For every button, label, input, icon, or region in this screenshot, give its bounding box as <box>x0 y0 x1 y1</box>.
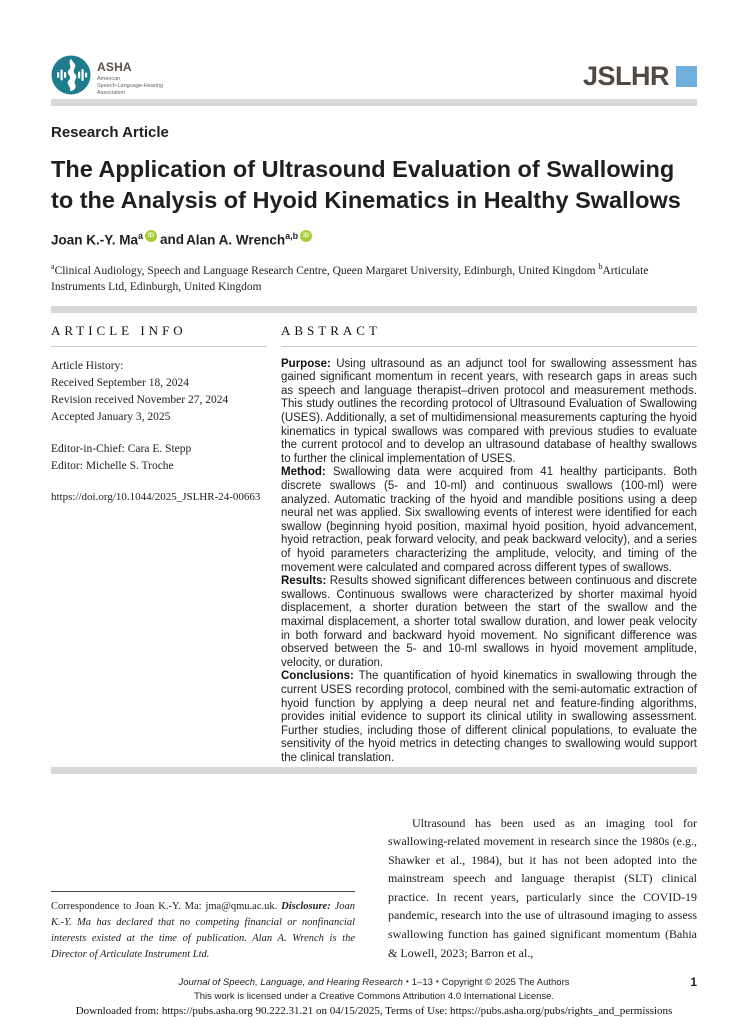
page-footer <box>51 977 697 1017</box>
abstract-rule <box>281 346 697 347</box>
abstract-divider <box>51 767 697 774</box>
bullet-separator: • <box>435 977 439 987</box>
footnote-rule <box>51 891 355 892</box>
intro-column <box>388 814 697 963</box>
page-range: 1–13 <box>411 977 433 989</box>
asha-wordmark <box>97 55 163 97</box>
orcid-icon[interactable]: iD <box>145 230 157 242</box>
article-type-label: Research Article <box>51 124 169 141</box>
copyright-text: Copyright © 2025 The Authors <box>441 977 570 989</box>
article-info-heading: ARTICLE INFO <box>51 322 187 338</box>
article-info-column <box>51 323 267 766</box>
abstract-heading: ABSTRACT <box>281 322 381 338</box>
body-section <box>51 814 697 963</box>
abstract-purpose: Purpose: Using ultrasound as an adjunct tool for swallowing assessment has gained significant momentum in recent years, with research gaps in areas such as speech and language therapist–driven protocol and measurement methods. This study outlines the recording protocol of Ultrasound Evaluation of Swallowing (USES). Additionally, a set of multidimensional measurements capturing the hyoid kinematics in typical swallows was compared with previous studies to evaluate the current protocol and to develop an ultrasound database of healthy swallows to further the clinical implementation of USES. <box>281 357 697 465</box>
orcid-icon[interactable]: iD <box>300 230 312 242</box>
accepted-date: Accepted January 3, 2025 <box>51 411 171 424</box>
history-label: Article History: <box>51 359 124 372</box>
journal-header <box>51 55 697 97</box>
download-line: Downloaded from: https://pubs.asha.org 90.222.31.21 on 04/15/2025, Terms of Use: https://pubs.asha.org/pubs/rights_and_permissions <box>75 1005 673 1017</box>
affiliations: $^a$Clinical Audiology, Speech and Language Research Centre, Queen Margaret University, Edinburgh, United Kingdom $^b$Articulate Instruments Ltd, Edinburgh, United Kingdom <box>51 261 649 294</box>
abstract-results: Results: Results showed significant differences between continuous and discrete swallows. Continuous swallows were characterized by shorter maximal hyoid displacement, a shorter duration between the start of the swallow and the maximal displacement, a shorter total swallow duration, and lower peak velocity in both forward and backward hyoid movement. No significant difference was observed between the 5- and 10-ml swallows in hyoid movement amplitude, velocity, or duration. <box>281 575 698 669</box>
footnote-column <box>51 891 355 962</box>
disclosure-text: Joan K.-Y. Ma has declared that no competing financial or nonfinancial interests existed at the time of publication. Alan A. Wrench is the Director of Articulate Instrument Ltd. <box>51 901 356 960</box>
header-divider <box>51 99 697 106</box>
author-line <box>51 231 697 248</box>
article-history <box>51 358 267 427</box>
page-number: 1 <box>690 975 697 990</box>
doi-link[interactable]: https://doi.org/10.1044/2025_JSLHR-24-00663 <box>51 491 261 504</box>
author-joiner: and <box>160 231 185 247</box>
info-abstract-section <box>51 323 697 766</box>
journal-citation-line <box>51 977 697 988</box>
asha-globe-icon <box>51 55 91 100</box>
asha-org-name: American Speech-Language-Hearing Association <box>97 76 164 96</box>
asha-acronym: ASHA <box>97 60 132 74</box>
jslhr-square-mark <box>676 66 697 87</box>
editor: Editor: Michelle S. Troche <box>51 459 174 472</box>
correspondence-footnote <box>51 899 355 962</box>
author-affiliation-sup: a,b <box>285 231 299 242</box>
revision-date: Revision received November 27, 2024 <box>51 394 229 407</box>
intro-paragraph: Ultrasound has been used as an imaging tool for swallowing-related movement in research since the 1980s (e.g., Shawker et al., 1984), but it has not been adopted into the mainstream speech and language therapist (SLT) clinical practice. In recent years, particularly since the COVID-19 pandemic, research into the use of ultrasound imaging to assess swallowing function has gained significant momentum (Bahia & Lowell, 2023; Barron et al., <box>388 815 697 960</box>
article-title: The Application of Ultrasound Evaluation of Swallowing to the Analysis of Hyoid Kinematics in Healthy Swallows <box>51 156 681 214</box>
author-name: Joan K.-Y. Ma$^a$ <box>51 231 144 248</box>
jslhr-wordmark: JSLHR <box>582 61 669 91</box>
received-date: Received September 18, 2024 <box>51 376 189 389</box>
license-line: This work is licensed under a Creative Commons Attribution 4.0 International License. <box>193 991 555 1003</box>
editor-in-chief: Editor-in-Chief: Cara E. Stepp <box>51 442 192 455</box>
abstract-column <box>281 323 697 766</box>
article-info-rule <box>51 346 267 347</box>
author-affiliation-sup: a <box>138 231 144 242</box>
jslhr-logo <box>583 61 697 92</box>
asha-logo[interactable] <box>51 55 163 100</box>
abstract-method: Method: Swallowing data were acquired from 41 healthy participants. Both discrete swallows (5- and 10-ml) and continuous swallows (100-ml) were analyzed. Automatic tracking of the hyoid and mandible positions using a deep neural net was applied. Six swallowing events of interest were identified for each swallow (beginning hyoid position, maximal hyoid position, hyoid advancement, hyoid retraction, peak forward velocity, and peak backward velocity), and a series of hyoid parameters characterizing the amplitude, velocity, and timing of the movement were calculated and compared across different types of swallows. <box>281 466 697 574</box>
author-name: Alan A. Wrench$^{a,b}$ <box>186 231 299 248</box>
correspondence-text: Correspondence to Joan K.-Y. Ma: jma@qmu.ac.uk. <box>51 901 278 913</box>
abstract-conclusions: Conclusions: The quantification of hyoid kinematics in swallowing through the current USES recording protocol, combined with the semi-automatic extraction of hyoid function by applying a deep neural net and feature-finding algorithms, provides initial evidence to support its clinical utility in swallowing assessment. Further studies, including those of different clinical populations, to evaluate the sensitivity of the hyoid metrics in detecting changes to swallowing would support the clinical translation. <box>281 670 697 764</box>
editors <box>51 441 267 476</box>
disclosure-label: Disclosure: <box>281 901 331 913</box>
journal-name: Journal of Speech, Language, and Hearing Research <box>178 977 403 989</box>
title-divider <box>51 306 697 313</box>
bullet-separator: • <box>405 977 409 987</box>
